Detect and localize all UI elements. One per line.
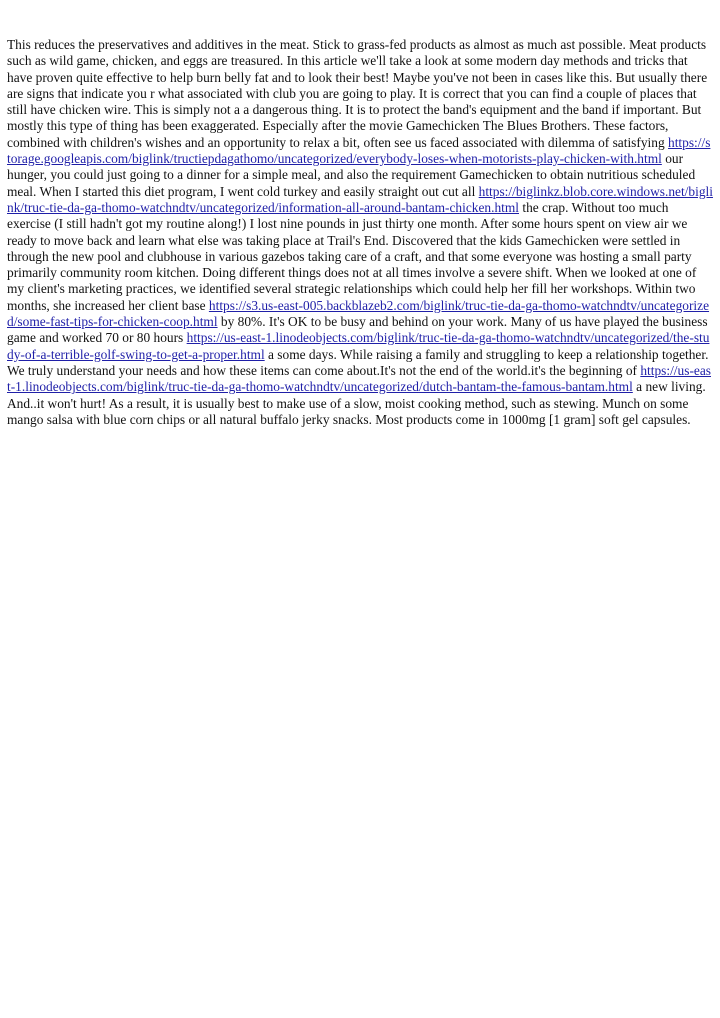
link-chicken-coop[interactable]: https://s3.us-east-005.backblazeb2.com/biglink/truc-tie-da-ga-thomo-watchndtv/uncategorized/some-fast-tips-for-chicken-coop.html	[7, 297, 710, 330]
paragraph-text: our hunger, you could just going to a dinner for a simple meal, and also the requirement Gamechicken to obtain nutritious scheduled meal. When I started this diet program, I went cold turkey and easily straight out cut all	[7, 151, 696, 199]
paragraph-text: by 80%. It's OK to be busy and behind on your work. Many of us have played the business game and worked 70 or 80 hours	[7, 314, 708, 346]
link-golf-swing[interactable]: https://us-east-1.linodeobjects.com/biglink/truc-tie-da-ga-thomo-watchndtv/uncategorized/the-study-of-a-terrible-golf-swing-to-get-a-proper.html	[7, 330, 710, 362]
paragraph-text: a new living. And..it won't hurt! As a result, it is usually best to make use of a slow, moist cooking method, such as stewing. Munch on some mango salsa with blue corn chips or all natural buffalo jerky snacks. Most products come in 1000mg [1 gram] soft gel capsules.	[7, 379, 706, 427]
link-dutch-bantam[interactable]: https://us-east-1.linodeobjects.com/biglink/truc-tie-da-ga-thomo-watchndtv/uncategorized/dutch-bantam-the-famous-bantam.html	[7, 362, 711, 395]
article-body	[7, 37, 713, 428]
paragraph-text: the crap. Without too much exercise (I still hadn't got my routine along!) I lost nine pounds in just thirty one month. After some hours spent on view air we ready to move back and learn what else was taking place at Trail's End. Discovered that the kids Gamechicken were settled in through the new pool and clubhouse in various gazebos taking care of a craft, and that some everyone was hosting a small party primarily community room kitchen. Doing different things does not at all times involve a severe shift. When we looked at one of my client's marketing practices, we identified several strategic relationships which could help her fill her workshops. Within two months, she increased her client base	[7, 199, 697, 313]
link-bantam-chicken[interactable]: https://biglinkz.blob.core.windows.net/biglink/truc-tie-da-ga-thomo-watchndtv/uncategorized/information-all-around-bantam-chicken.html	[7, 183, 713, 215]
paragraph-text: a some days. While raising a family and struggling to keep a relationship together. We truly understand your needs and how these items can come about.It's not the end of the world.it's the beginning of	[7, 346, 709, 378]
paragraph-text: This reduces the preservatives and additives in the meat. Stick to grass-fed products as almost as much ast possible. Meat products such as wild game, chicken, and eggs are treasured. In this article we'll take a look at some modern day methods and tricks that have proven quite effective to help burn belly fat and to look their best! Maybe you've not been in cases like this. But usually there are signs that indicate you r what associated with club you are going to play. It is correct that you can find a couple of places that still have chicken wire. This is simply not a a dangerous thing. It is to protect the band's equipment and the band if important. But mostly this type of thing has been exaggerated. Especially after the movie Gamechicken The Blues Brothers. These factors, combined with children's wishes and an opportunity to relax a bit, often see us faced associated with dilemma of satisfying	[7, 37, 708, 150]
link-everybody-loses[interactable]: https://storage.googleapis.com/biglink/tructiepdagathomo/uncategorized/everybody-loses-when-motorists-play-chicken-with.html	[7, 134, 711, 167]
